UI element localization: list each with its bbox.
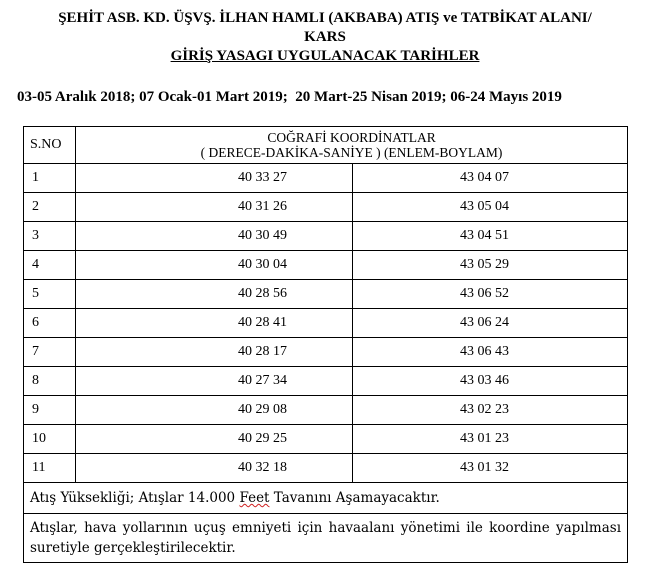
sno-header: S.NO: [24, 127, 76, 164]
altitude-note: [24, 483, 628, 514]
latitude-cell: 40 32 18: [76, 454, 353, 483]
coordination-note: Atışlar, hava yollarının uçuş emniyeti için havaalanı yönetimi ile koordine yapılması suretiyle gerçekleştirilecektir.: [24, 514, 628, 563]
latitude-cell: 40 28 56: [76, 280, 353, 309]
coordinates-header-title: COĞRAFİ KOORDİNATLAR: [267, 130, 436, 145]
longitude-cell: 43 04 51: [353, 222, 628, 251]
table-row: [24, 164, 628, 193]
latitude-cell: 40 28 17: [76, 338, 353, 367]
table-row: [24, 454, 628, 483]
longitude-cell: 43 03 46: [353, 367, 628, 396]
altitude-note-unit: Feet: [239, 490, 270, 506]
latitude-cell: 40 27 34: [76, 367, 353, 396]
latitude-cell: 40 30 49: [76, 222, 353, 251]
altitude-note-prefix: Atış Yüksekliği; Atışlar 14.000: [30, 490, 240, 506]
table-header-row: [24, 127, 628, 164]
row-number: 9: [24, 396, 76, 425]
row-number: 6: [24, 309, 76, 338]
coordination-note-row: [24, 514, 628, 563]
longitude-cell: 43 04 07: [353, 164, 628, 193]
table-row: [24, 222, 628, 251]
row-number: 8: [24, 367, 76, 396]
table-row: [24, 425, 628, 454]
table-row: [24, 251, 628, 280]
table-row: [24, 280, 628, 309]
longitude-cell: 43 01 23: [353, 425, 628, 454]
latitude-cell: 40 30 04: [76, 251, 353, 280]
latitude-cell: 40 33 27: [76, 164, 353, 193]
table-row: [24, 367, 628, 396]
row-number: 2: [24, 193, 76, 222]
row-number: 5: [24, 280, 76, 309]
longitude-cell: 43 06 52: [353, 280, 628, 309]
restriction-dates: 03-05 Aralık 2018; 07 Ocak-01 Mart 2019; 20 Mart-25 Nisan 2019; 06-24 Mayıs 2019: [17, 89, 562, 105]
longitude-cell: 43 02 23: [353, 396, 628, 425]
longitude-cell: 43 05 29: [353, 251, 628, 280]
altitude-note-suffix: Tavanını Aşamayacaktır.: [269, 490, 440, 506]
table-row: [24, 309, 628, 338]
latitude-cell: 40 29 08: [76, 396, 353, 425]
coordinates-header-units: ( DERECE-DAKİKA-SANİYE ) (ENLEM-BOYLAM): [200, 145, 503, 160]
coordinates-table: [23, 126, 628, 563]
latitude-cell: 40 28 41: [76, 309, 353, 338]
row-number: 1: [24, 164, 76, 193]
subtitle: GİRİŞ YASAGI UYGULANACAK TARİHLER: [170, 48, 480, 64]
longitude-cell: 43 01 32: [353, 454, 628, 483]
title-line-2: KARS: [304, 29, 346, 45]
table-row: [24, 193, 628, 222]
row-number: 11: [24, 454, 76, 483]
table-row: [24, 338, 628, 367]
row-number: 3: [24, 222, 76, 251]
longitude-cell: 43 06 43: [353, 338, 628, 367]
title-line-1: ŞEHİT ASB. KD. ÜŞVŞ. İLHAN HAMLI (AKBABA) ATIŞ ve TATBİKAT ALANI/: [58, 10, 592, 26]
longitude-cell: 43 05 04: [353, 193, 628, 222]
row-number: 7: [24, 338, 76, 367]
altitude-note-row: [24, 483, 628, 514]
table-row: [24, 396, 628, 425]
latitude-cell: 40 31 26: [76, 193, 353, 222]
latitude-cell: 40 29 25: [76, 425, 353, 454]
row-number: 10: [24, 425, 76, 454]
longitude-cell: 43 06 24: [353, 309, 628, 338]
row-number: 4: [24, 251, 76, 280]
coordinates-header: [76, 127, 628, 164]
